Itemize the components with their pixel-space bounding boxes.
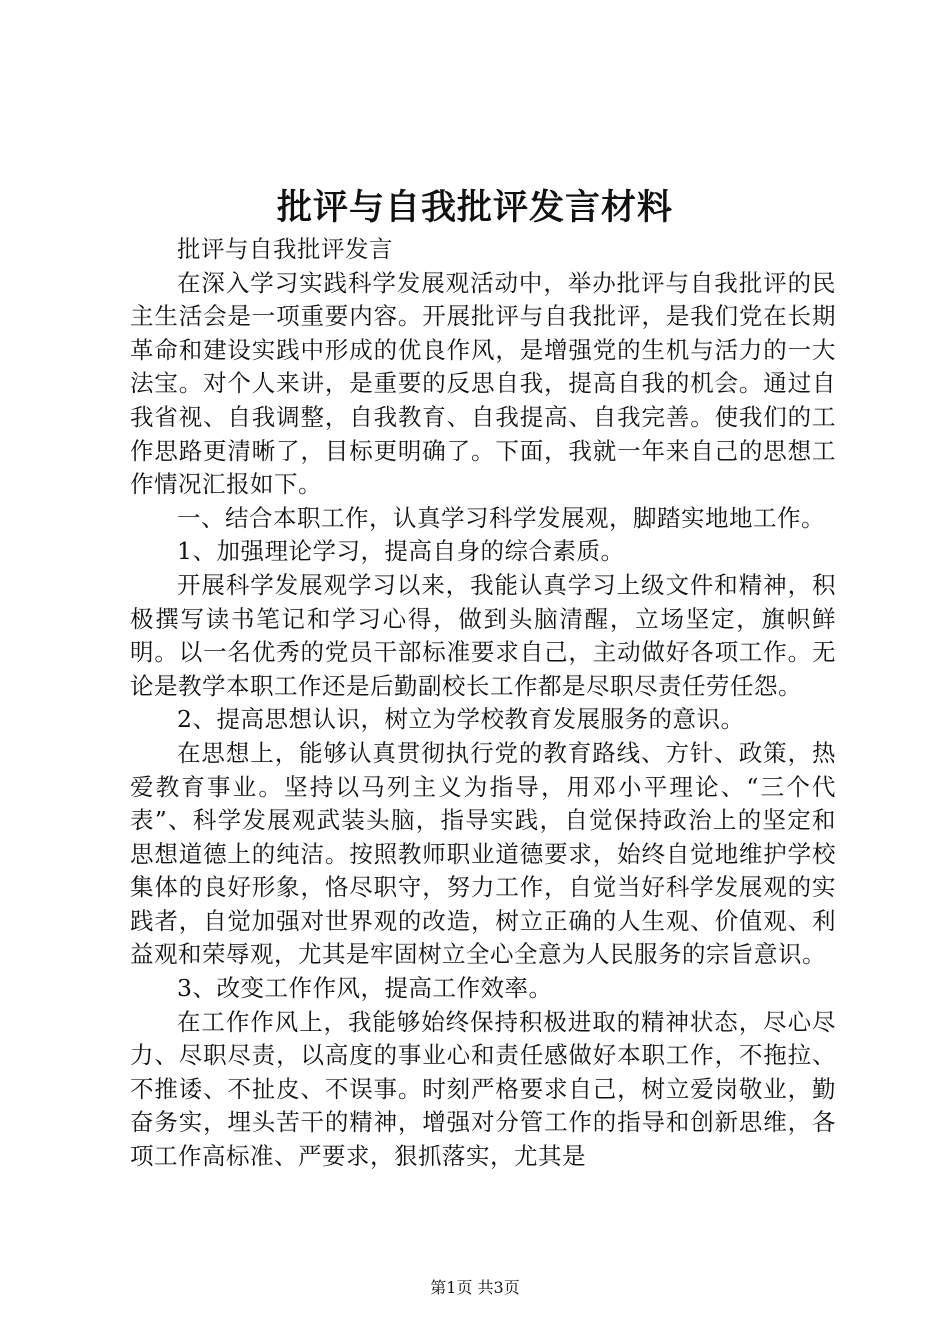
subheading-3: 3、改变工作作风，提高工作效率。 xyxy=(177,974,553,1003)
page-number-footer: 第1页 共3页 xyxy=(430,1278,520,1297)
paragraph-ideology: 在思想上，能够认真贯彻执行党的教育路线、方针、政策，热爱教育事业。坚持以马列主义为指导，用邓小平理论、“三个代表”、科学发展观武装头脑，指导实践，自觉保持政治上的坚定和思想道德上的纯洁。按照教师职业道德要求，始终自觉地维护学校集体的良好形象，恪尽职守，努力工作，自觉当好科学发展观的实践者，自觉加强对世界观的改造，树立正确的人生观、价值观、利益观和荣辱观，尤其是牢固树立全心全意为人民服务的宗旨意识。 xyxy=(130,738,836,969)
section-heading-1: 一、结合本职工作，认真学习科学发展观，脚踏实地地工作。 xyxy=(177,503,825,532)
subheading-2: 2、提高思想认识，树立为学校教育发展服务的意识。 xyxy=(177,705,745,734)
paragraph-work-style: 在工作作风上，我能够始终保持积极进取的精神状态，尽心尽力、尽职尽责，以高度的事业心和责任感做好本职工作，不拖拉、不推诿、不扯皮、不误事。时刻严格要求自己，树立爱岗敬业，勤奋务实，埋头苦干的精神，增强对分管工作的指导和创新思维，各项工作高标准、严要求，狠抓落实，尤其是 xyxy=(130,1007,836,1171)
paragraph-subtitle: 批评与自我批评发言 xyxy=(177,235,393,263)
paragraph-theory-study: 开展科学发展观学习以来，我能认真学习上级文件和精神，积极撰写读书笔记和学习心得，做到头脑清醒，立场坚定，旗帜鲜明。以一名优秀的党员干部标准要求自己，主动做好各项工作。无论是教学本职工作还是后勤副校长工作都是尽职尽责任劳任怨。 xyxy=(130,570,836,700)
document-title: 批评与自我批评发言材料 xyxy=(276,187,673,228)
subheading-1: 1、加强理论学习，提高自身的综合素质。 xyxy=(177,537,625,566)
paragraph-intro: 在深入学习实践科学发展观活动中，举办批评与自我批评的民主生活会是一项重要内容。开展批评与自我批评，是我们党在长期革命和建设实践中形成的优良作风，是增强党的生机与活力的一大法宝。对个人来讲，是重要的反思自我，提高自我的机会。通过自我省视、自我调整，自我教育、自我提高、自我完善。使我们的工作思路更清晰了，目标更明确了。下面，我就一年来自己的思想工作情况汇报如下。 xyxy=(130,268,836,499)
document-body xyxy=(130,233,836,1174)
